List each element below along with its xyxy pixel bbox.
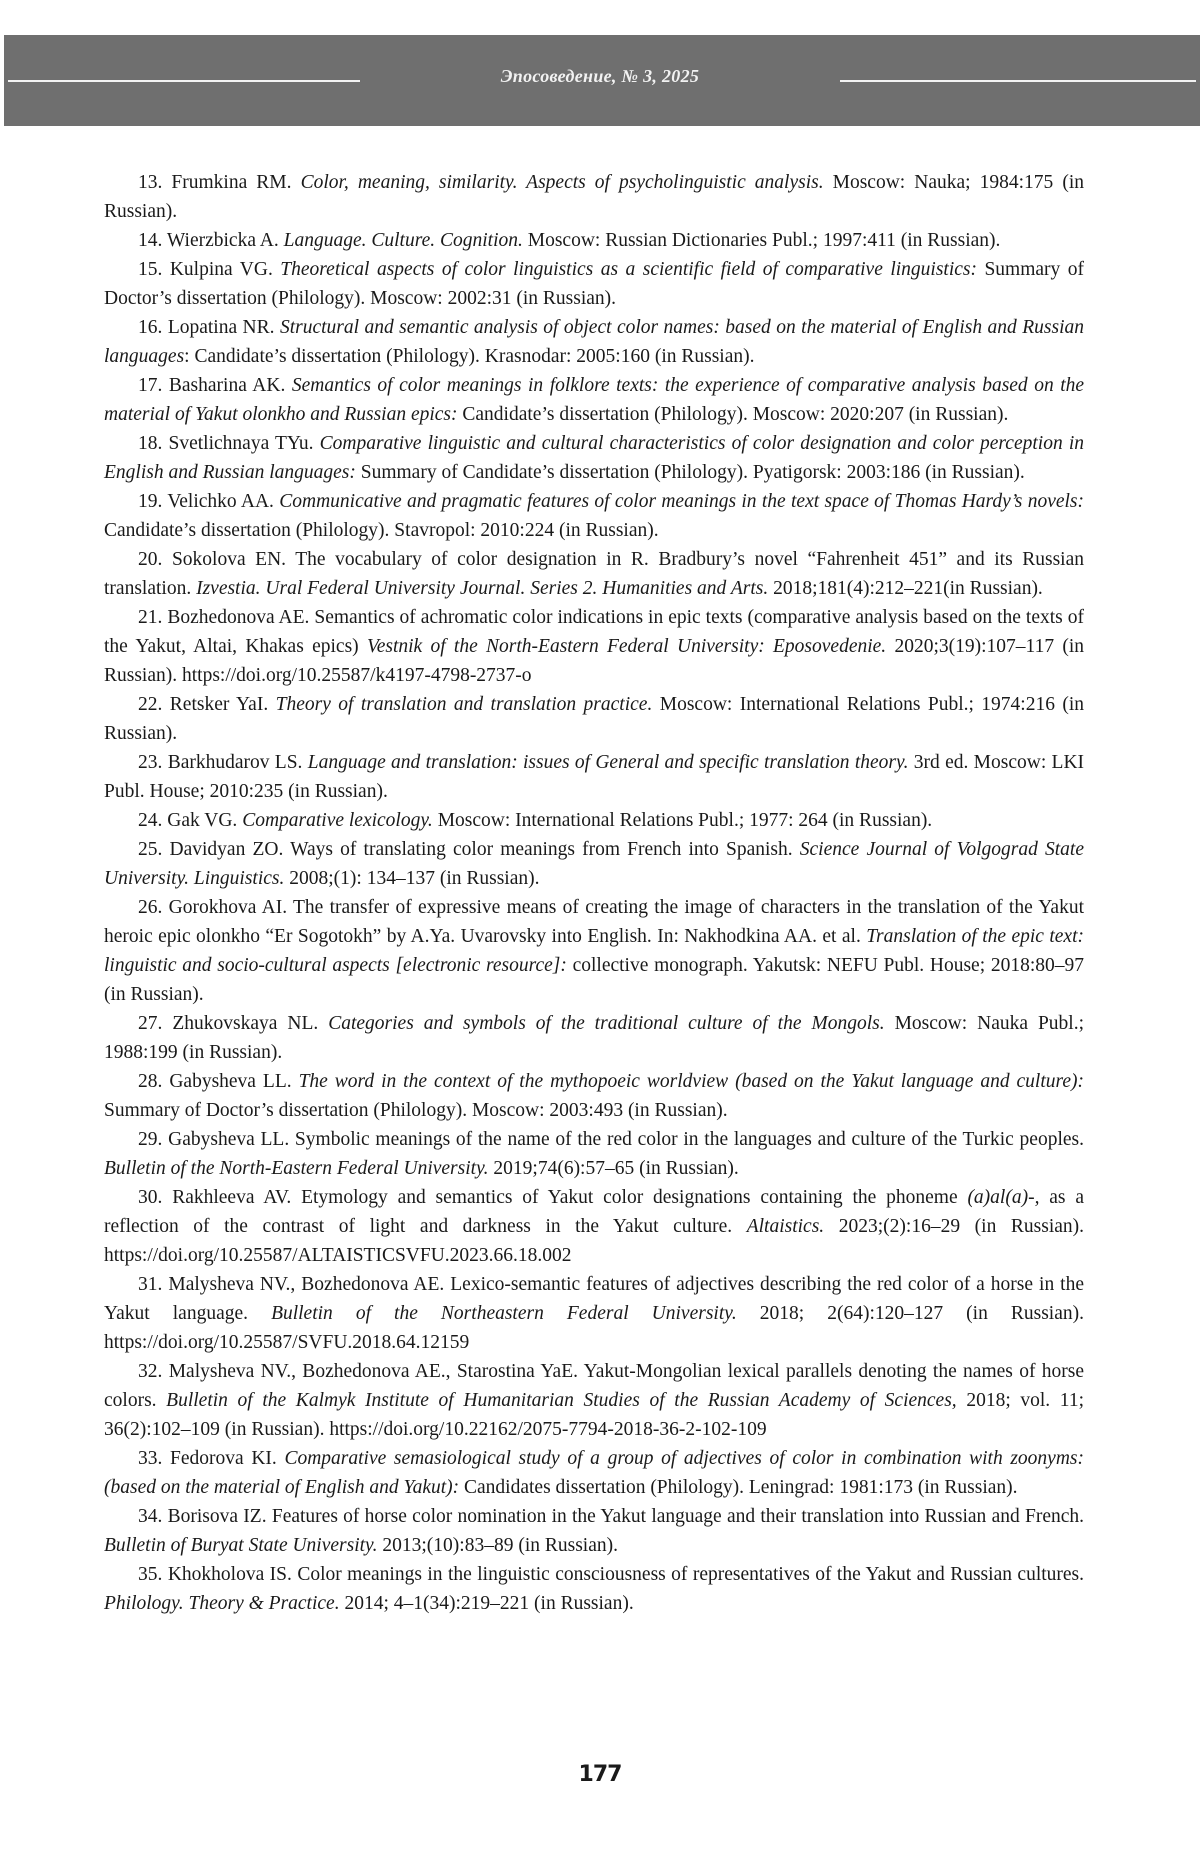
- reference-number: 15.: [138, 259, 163, 280]
- page-number: 177: [578, 1762, 622, 1787]
- reference-title: (a)al(a)-,: [967, 1187, 1040, 1208]
- reference-details: Candidates dissertation (Philology). Leningrad: 1981:173 (in Russian).: [464, 1477, 1018, 1498]
- reference-details: Summary of Doctor’s dissertation (Philology). Moscow: 2002:31 (in Russian).: [104, 259, 1084, 309]
- reference-number: 26.: [138, 897, 163, 918]
- reference-author: Retsker YaI.: [169, 694, 269, 715]
- reference-title: Izvestia. Ural Federal University Journal. Series 2. Humanities and Arts.: [196, 578, 769, 599]
- reference-item: [104, 748, 1084, 806]
- reference-author: Rakhleeva AV. Etymology and semantics of Yakut color designations containing the phoneme: [172, 1187, 958, 1208]
- reference-details: 2018;181(4):212–221(in Russian).: [773, 578, 1043, 599]
- reference-title: Comparative semasiological study of a group of adjectives of color in combination with zoonyms: (based on the material of English and Yakut):: [104, 1448, 1085, 1498]
- reference-title: Comparative lexicology.: [242, 810, 433, 831]
- reference-author: Gabysheva LL. Symbolic meanings of the name of the red color in the languages and culture of the Turkic peoples.: [168, 1129, 1085, 1150]
- reference-item: [104, 893, 1084, 1009]
- reference-item: [104, 1183, 1084, 1270]
- reference-item: [104, 806, 1084, 835]
- reference-number: 13.: [138, 172, 163, 193]
- reference-title: Color, meaning, similarity. Aspects of psycholinguistic analysis.: [300, 172, 824, 193]
- reference-number: 25.: [138, 839, 163, 860]
- reference-title: Theory of translation and translation practice.: [275, 694, 653, 715]
- reference-number: 18.: [138, 433, 163, 454]
- reference-title: Theoretical aspects of color linguistics as a scientific field of comparative linguistics:: [280, 259, 977, 280]
- reference-number: 16.: [138, 317, 163, 338]
- reference-author: Barkhudarov LS.: [167, 752, 303, 773]
- reference-author: Kulpina VG.: [169, 259, 273, 280]
- reference-title: Language and translation: issues of General and specific translation theory.: [307, 752, 909, 773]
- reference-title: Bulletin of the Kalmyk Institute of Humanitarian Studies of the Russian Academy of Sciences,: [166, 1390, 957, 1411]
- reference-item: [104, 690, 1084, 748]
- reference-title: Comparative linguistic and cultural characteristics of color designation and color perception in English and Russian languages:: [104, 433, 1085, 483]
- reference-number: 19.: [138, 491, 163, 512]
- reference-author: Velichko AA.: [167, 491, 274, 512]
- reference-details: Summary of Doctor’s dissertation (Philology). Moscow: 2003:493 (in Russian).: [104, 1100, 728, 1121]
- reference-list: [104, 168, 1084, 1618]
- reference-author: Gabysheva LL.: [169, 1071, 292, 1092]
- reference-title: The word in the context of the mythopoeic worldview (based on the Yakut language and culture):: [298, 1071, 1085, 1092]
- reference-number: 33.: [138, 1448, 163, 1469]
- reference-item: [104, 1270, 1084, 1357]
- reference-title: Bulletin of the North-Eastern Federal University.: [104, 1158, 489, 1179]
- reference-details: 2018; 2(64):120–127 (in Russian). https://doi.org/10.25587/SVFU.2018.64.12159: [104, 1303, 1084, 1353]
- journal-issue-title: Эпосоведение, № 3, 2025: [500, 66, 700, 86]
- reference-author: Khokholova IS. Color meanings in the linguistic consciousness of representatives of the Yakut and Russian cultures.: [167, 1564, 1085, 1585]
- reference-number: 34.: [138, 1506, 163, 1527]
- reference-item: [104, 1009, 1084, 1067]
- reference-item: [104, 371, 1084, 429]
- reference-item: [104, 545, 1084, 603]
- reference-author: Basharina AK.: [168, 375, 286, 396]
- reference-item: [104, 835, 1084, 893]
- reference-number: 17.: [138, 375, 163, 396]
- reference-details: Moscow: International Relations Publ.; 1974:216 (in Russian).: [104, 694, 1085, 744]
- reference-title: Translation of the epic text: linguistic and socio-cultural aspects [electronic resource]:: [104, 926, 1085, 976]
- reference-details: 3rd ed. Moscow: LKI Publ. House; 2010:235 (in Russian).: [104, 752, 1085, 802]
- reference-number: 32.: [138, 1361, 163, 1382]
- reference-item: [104, 1357, 1084, 1444]
- reference-title: Language. Culture. Cognition.: [283, 230, 523, 251]
- reference-author: Malysheva NV., Bozhedonova AE., Starostina YaE. Yakut-Mongolian lexical parallels denoting the names of horse colors.: [104, 1361, 1085, 1411]
- reference-title: Science Journal of Volgograd State University. Linguistics.: [104, 839, 1084, 889]
- reference-item: [104, 168, 1084, 226]
- reference-details: 2018; vol. 11; 36(2):102–109 (in Russian). https://doi.org/10.22162/2075-7794-2018-36-2-102-109: [104, 1390, 1085, 1440]
- reference-item: [104, 1560, 1084, 1618]
- reference-details: Candidate’s dissertation (Philology). Stavropol: 2010:224 (in Russian).: [104, 520, 659, 541]
- reference-number: 22.: [138, 694, 163, 715]
- reference-item: [104, 255, 1084, 313]
- reference-details: Moscow: Russian Dictionaries Publ.; 1997:411 (in Russian).: [527, 230, 1001, 251]
- reference-item: [104, 1125, 1084, 1183]
- reference-author: Gak VG.: [167, 810, 238, 831]
- reference-number: 27.: [138, 1013, 163, 1034]
- reference-number: 31.: [138, 1274, 163, 1295]
- reference-title: Communicative and pragmatic features of color meanings in the text space of Thomas Hardy’s novels:: [279, 491, 1085, 512]
- reference-author: Davidyan ZO. Ways of translating color meanings from French into Spanish.: [169, 839, 793, 860]
- reference-item: [104, 429, 1084, 487]
- reference-number: 24.: [138, 810, 163, 831]
- reference-details: 2020;3(19):107–117 (in Russian). https://doi.org/10.25587/k4197-4798-2737-o: [104, 636, 1085, 686]
- reference-number: 28.: [138, 1071, 163, 1092]
- reference-number: 35.: [138, 1564, 163, 1585]
- reference-item: [104, 313, 1084, 371]
- reference-details: Candidate’s dissertation (Philology). Moscow: 2020:207 (in Russian).: [462, 404, 1009, 425]
- reference-item: [104, 1502, 1084, 1560]
- reference-number: 29.: [138, 1129, 163, 1150]
- reference-details: Moscow: Nauka Publ.; 1988:199 (in Russian).: [104, 1013, 1085, 1063]
- reference-author: Bozhedonova AE. Semantics of achromatic color indications in epic texts (comparative analysis based on the texts of the Yakut, Altai, Khakas epics): [104, 607, 1084, 657]
- reference-author: Borisova IZ. Features of horse color nomination in the Yakut language and their translation into Russian and French.: [167, 1506, 1085, 1527]
- reference-item: [104, 226, 1084, 255]
- reference-author: Malysheva NV., Bozhedonova AE. Lexico-semantic features of adjectives describing the red color of a horse in the Yakut language.: [104, 1274, 1084, 1324]
- reference-author: Wierzbicka A.: [166, 230, 279, 251]
- reference-author: Lopatina NR.: [167, 317, 275, 338]
- reference-details: : Candidate’s dissertation (Philology). Krasnodar: 2005:160 (in Russian).: [184, 346, 755, 367]
- reference-number: 23.: [138, 752, 163, 773]
- reference-details: 2014; 4–1(34):219–221 (in Russian).: [344, 1593, 634, 1614]
- reference-number: 30.: [138, 1187, 163, 1208]
- reference-title: Structural and semantic analysis of object color names: based on the material of English and Russian languages: [104, 317, 1084, 367]
- header-rule-right: [840, 80, 1196, 82]
- reference-author: Fedorova KI.: [170, 1448, 277, 1469]
- reference-details: 2023;(2):16–29 (in Russian). https://doi.org/10.25587/ALTAISTICSVFU.2023.66.18.002: [104, 1216, 1085, 1266]
- reference-details: 2013;(10):83–89 (in Russian).: [382, 1535, 618, 1556]
- reference-number: 21.: [138, 607, 163, 628]
- reference-details: 2008;(1): 134–137 (in Russian).: [289, 868, 540, 889]
- reference-details: 2019;74(6):57–65 (in Russian).: [493, 1158, 739, 1179]
- reference-item: [104, 487, 1084, 545]
- reference-number: 20.: [138, 549, 163, 570]
- reference-details: Moscow: Nauka; 1984:175 (in Russian).: [104, 172, 1084, 222]
- header-rule-left: [8, 80, 360, 82]
- reference-author: Frumkina RM.: [171, 172, 292, 193]
- reference-title: Bulletin of the Northeastern Federal University.: [271, 1303, 737, 1324]
- reference-item: [104, 603, 1084, 690]
- reference-author: Svetlichnaya TYu.: [168, 433, 314, 454]
- reference-author: Gorokhova AI. The transfer of expressive means of creating the image of characters in the translation of the Yakut heroic epic olonkho “Er Sogotokh” by A.Ya. Uvarovsky into English. In: Nakhodkina AA. et al.: [104, 897, 1084, 947]
- reference-number: 14.: [138, 230, 163, 251]
- reference-title: Philology. Theory & Practice.: [104, 1593, 340, 1614]
- reference-title: Categories and symbols of the traditional culture of the Mongols.: [328, 1013, 885, 1034]
- reference-details: Summary of Candidate’s dissertation (Philology). Pyatigorsk: 2003:186 (in Russian).: [360, 462, 1025, 483]
- reference-item: [104, 1067, 1084, 1125]
- reference-details: collective monograph. Yakutsk: NEFU Publ. House; 2018:80–97 (in Russian).: [104, 955, 1084, 1005]
- reference-title: Semantics of color meanings in folklore texts: the experience of comparative analysis based on the material of Yakut olonkho and Russian epics:: [104, 375, 1085, 425]
- reference-author: Zhukovskaya NL.: [172, 1013, 319, 1034]
- reference-item: [104, 1444, 1084, 1502]
- reference-author: Sokolova EN. The vocabulary of color designation in R. Bradbury’s novel “Fahrenheit 451” and its Russian translation.: [104, 549, 1084, 599]
- reference-details: as a reflection of the contrast of light and darkness in the Yakut culture.: [104, 1187, 1085, 1237]
- reference-title: Altaistics.: [746, 1216, 825, 1237]
- reference-details: Moscow: International Relations Publ.; 1977: 264 (in Russian).: [437, 810, 933, 831]
- reference-title: Bulletin of Buryat State University.: [104, 1535, 378, 1556]
- reference-title: Vestnik of the North-Eastern Federal University: Eposovedenie.: [366, 636, 887, 657]
